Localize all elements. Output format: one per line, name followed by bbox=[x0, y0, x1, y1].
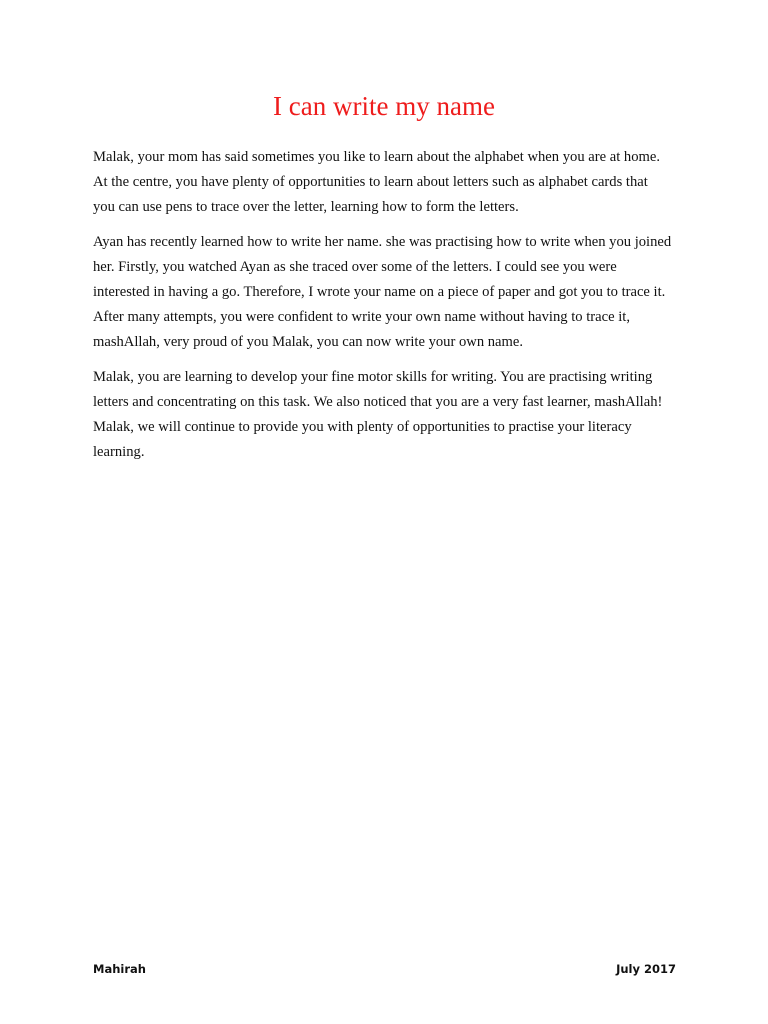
paragraph-2: Ayan has recently learned how to write her name. she was practising how to write when you joined her. Firstly, you watched Ayan as she traced over some of the letters. I could see you were interested in having a go. Therefore, I wrote your name on a piece of paper and got you to trace it. After many attempts, you were confident to write your own name without having to trace it, mashAllah, very proud of you Malak, you can now write your own name. bbox=[93, 234, 672, 350]
page-footer bbox=[93, 962, 676, 982]
page-title: I can write my name bbox=[273, 91, 495, 121]
footer-author: Mahirah bbox=[93, 962, 146, 976]
paragraph-1: Malak, your mom has said sometimes you like to learn about the alphabet when you are at home. At the centre, you have plenty of opportunities to learn about letters such as alphabet cards that you can use pens to trace over the letter, learning how to form the letters. bbox=[93, 149, 660, 215]
document-body bbox=[93, 145, 673, 475]
footer-date: July 2017 bbox=[616, 962, 676, 976]
paragraph-3: Malak, you are learning to develop your fine motor skills for writing. You are practising writing letters and concentrating on this task. We also noticed that you are a very fast learner, mashAllah! Malak, we will continue to provide you with plenty of opportunities to practise your literacy learning. bbox=[93, 369, 663, 460]
